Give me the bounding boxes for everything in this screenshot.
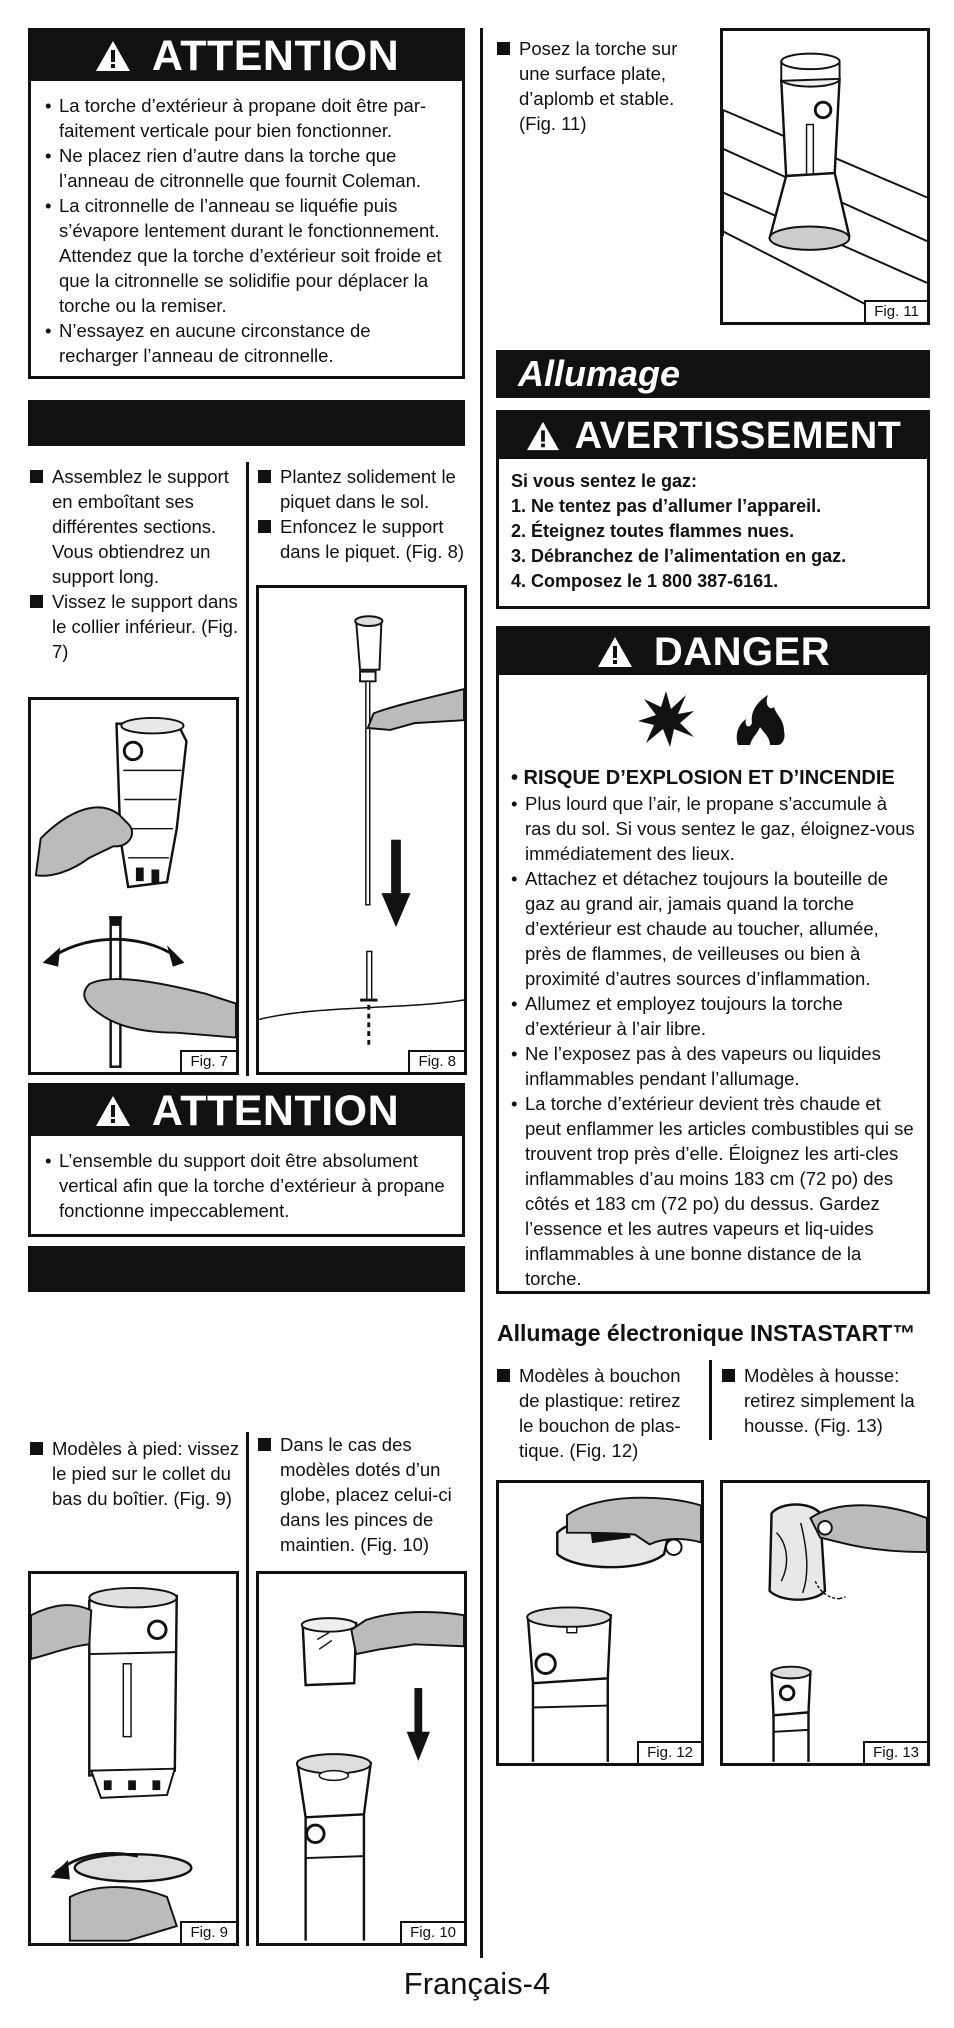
figure-label: Fig. 9: [180, 1921, 236, 1943]
list-item: • La torche d’extérieur à propane doit être par-faitement verticale pour bien fonctionner.: [45, 93, 448, 143]
base-col-2: [258, 1432, 466, 1557]
column-divider: [709, 1360, 712, 1440]
danger-icons: [499, 689, 927, 753]
instruction-item: Posez la torche sur une surface plate, d’aplomb et stable. (Fig. 11): [497, 36, 703, 136]
page-number: Français-4: [403, 1966, 551, 2001]
instastart-col-1: [497, 1363, 693, 1463]
avertissement-title: AVERTISSEMENT: [574, 414, 902, 457]
list-item: • L’ensemble du support doit être absolument vertical afin que la torche d’extérieur à propane fonctionne impeccablement.: [45, 1148, 448, 1223]
assembly-col-1: [30, 464, 240, 664]
figure-label: Fig. 7: [180, 1050, 236, 1072]
assembly-col-2: [258, 464, 468, 564]
warning-icon: [525, 420, 561, 452]
figure-11: [720, 28, 930, 325]
column-divider: [246, 1432, 249, 1946]
figure-label: Fig. 13: [863, 1741, 927, 1763]
torch-mount-illustration: [31, 700, 236, 1072]
figure-label: Fig. 12: [637, 1741, 701, 1763]
globe-illustration: [259, 1574, 464, 1943]
danger-box: [496, 626, 930, 1294]
warning-icon: [94, 1094, 132, 1128]
list-item: • Allumez et employez toujours la torche d’extérieur à l’air libre.: [511, 991, 917, 1041]
attention-banner: [31, 31, 462, 81]
avertissement-lead: Si vous sentez le gaz:: [511, 471, 698, 491]
cover-removal-illustration: [723, 1483, 927, 1763]
danger-banner: [499, 629, 927, 675]
danger-title: DANGER: [653, 629, 831, 674]
figure-label: Fig. 10: [400, 1921, 464, 1943]
instruction-item: Enfoncez le support dans le piquet. (Fig. 8): [258, 514, 468, 564]
instruction-item: Vissez le support dans le collier inférieur. (Fig. 7): [30, 589, 240, 664]
plastic-cap-illustration: [499, 1483, 701, 1763]
page-divider: [480, 28, 483, 1958]
list-item: • N’essayez en aucune circonstance de recharger l’anneau de citronnelle.: [45, 318, 448, 368]
danger-list: [499, 791, 927, 1291]
instastart-col-2: [722, 1363, 930, 1438]
instruction-item: Assemblez le support en emboîtant ses différentes sections. Vous obtiendrez un support long.: [30, 464, 240, 589]
instruction-item: Modèles à pied: vissez le pied sur le collet du bas du boîtier. (Fig. 9): [30, 1436, 240, 1511]
section-bar: [28, 400, 465, 446]
list-item: • La citronnelle de l’anneau se liquéfie puis s’évapore lentement durant le fonctionnement. Attendez que la torche d’extérieur soit froide et que la citronnelle se solidifie pour déplacer la torche ou la remiser.: [45, 193, 448, 318]
warning-icon: [94, 39, 132, 73]
warning-icon: [596, 635, 634, 669]
base-col-1: [30, 1436, 240, 1511]
attention-box-1: [28, 28, 465, 379]
avertissement-step: 4. Composez le 1 800 387-6161.: [511, 571, 779, 591]
avertissement-step: 2. Éteignez toutes flammes nues.: [511, 521, 795, 541]
danger-heading: • RISQUE D’EXPLOSION ET D’INCENDIE: [511, 767, 895, 789]
list-item: • Ne l’exposez pas à des vapeurs ou liquides inflammables pendant l’allumage.: [511, 1041, 917, 1091]
avertissement-step: 3. Débranchez de l’alimentation en gaz.: [511, 546, 847, 566]
flat-surface-instruction: [497, 36, 703, 136]
figure-7: [28, 697, 239, 1075]
allumage-heading: [496, 350, 930, 398]
attention-title: ATTENTION: [151, 1086, 400, 1135]
instruction-item: Modèles à housse: retirez simplement la housse. (Fig. 13): [722, 1363, 930, 1438]
attention-title: ATTENTION: [151, 31, 400, 80]
figure-label: Fig. 11: [864, 300, 927, 322]
list-item: • Plus lourd que l’air, le propane s’accumule à ras du sol. Si vous sentez le gaz, éloignez-vous immédiatement des lieux.: [511, 791, 917, 866]
list-item: • Attachez et détachez toujours la bouteille de gaz au grand air, jamais quand la torche d’extérieur est chaude au toucher, allumée, près de flammes, de veilleuses ou bien à proximité d’autres sources d’inflammation.: [511, 866, 917, 991]
instruction-item: Modèles à bouchon de plastique: retirez le bouchon de plas-tique. (Fig. 12): [497, 1363, 693, 1463]
foot-base-illustration: [31, 1574, 236, 1943]
instruction-item: Plantez solidement le piquet dans le sol.: [258, 464, 468, 514]
figure-12: [496, 1480, 704, 1766]
figure-label: Fig. 8: [408, 1050, 464, 1072]
figure-10: [256, 1571, 467, 1946]
fire-icon: [730, 689, 790, 749]
list-item: • Ne placez rien d’autre dans la torche que l’anneau de citronnelle que fournit Coleman.: [45, 143, 448, 193]
attention-list: [31, 1136, 462, 1223]
flat-surface-illustration: [723, 31, 927, 322]
figure-8: [256, 585, 467, 1075]
explosion-icon: [636, 689, 696, 749]
column-divider: [246, 462, 249, 1076]
avertissement-step: 1. Ne tentez pas d’allumer l’appareil.: [511, 496, 822, 516]
list-item: • La torche d’extérieur devient très chaude et peut enflammer les articles combustibles qui se trouvent trop près d’elle. Éloignez les arti-cles inflammables d’au moins 183 cm (72 po) des côtés et 183 cm (72 po) du dessus. Gardez l’essence et les autres vapeurs et liq-uides inflammables à une bonne distance de la torche.: [511, 1091, 917, 1291]
attention-list: [31, 81, 462, 368]
avertissement-box: [496, 410, 930, 609]
avertissement-banner: [499, 413, 927, 459]
attention-banner: [31, 1086, 462, 1136]
instastart-heading: Allumage électronique INSTASTART™: [497, 1320, 916, 1346]
figure-9: [28, 1571, 239, 1946]
instruction-item: Dans le cas des modèles dotés d’un globe, placez celui-ci dans les pinces de maintien. (Fig. 10): [258, 1432, 466, 1557]
attention-box-2: [28, 1083, 465, 1237]
stake-illustration: [259, 588, 464, 1072]
section-bar: [28, 1246, 465, 1292]
figure-13: [720, 1480, 930, 1766]
avertissement-content: [499, 459, 927, 594]
allumage-title: Allumage: [518, 353, 681, 394]
